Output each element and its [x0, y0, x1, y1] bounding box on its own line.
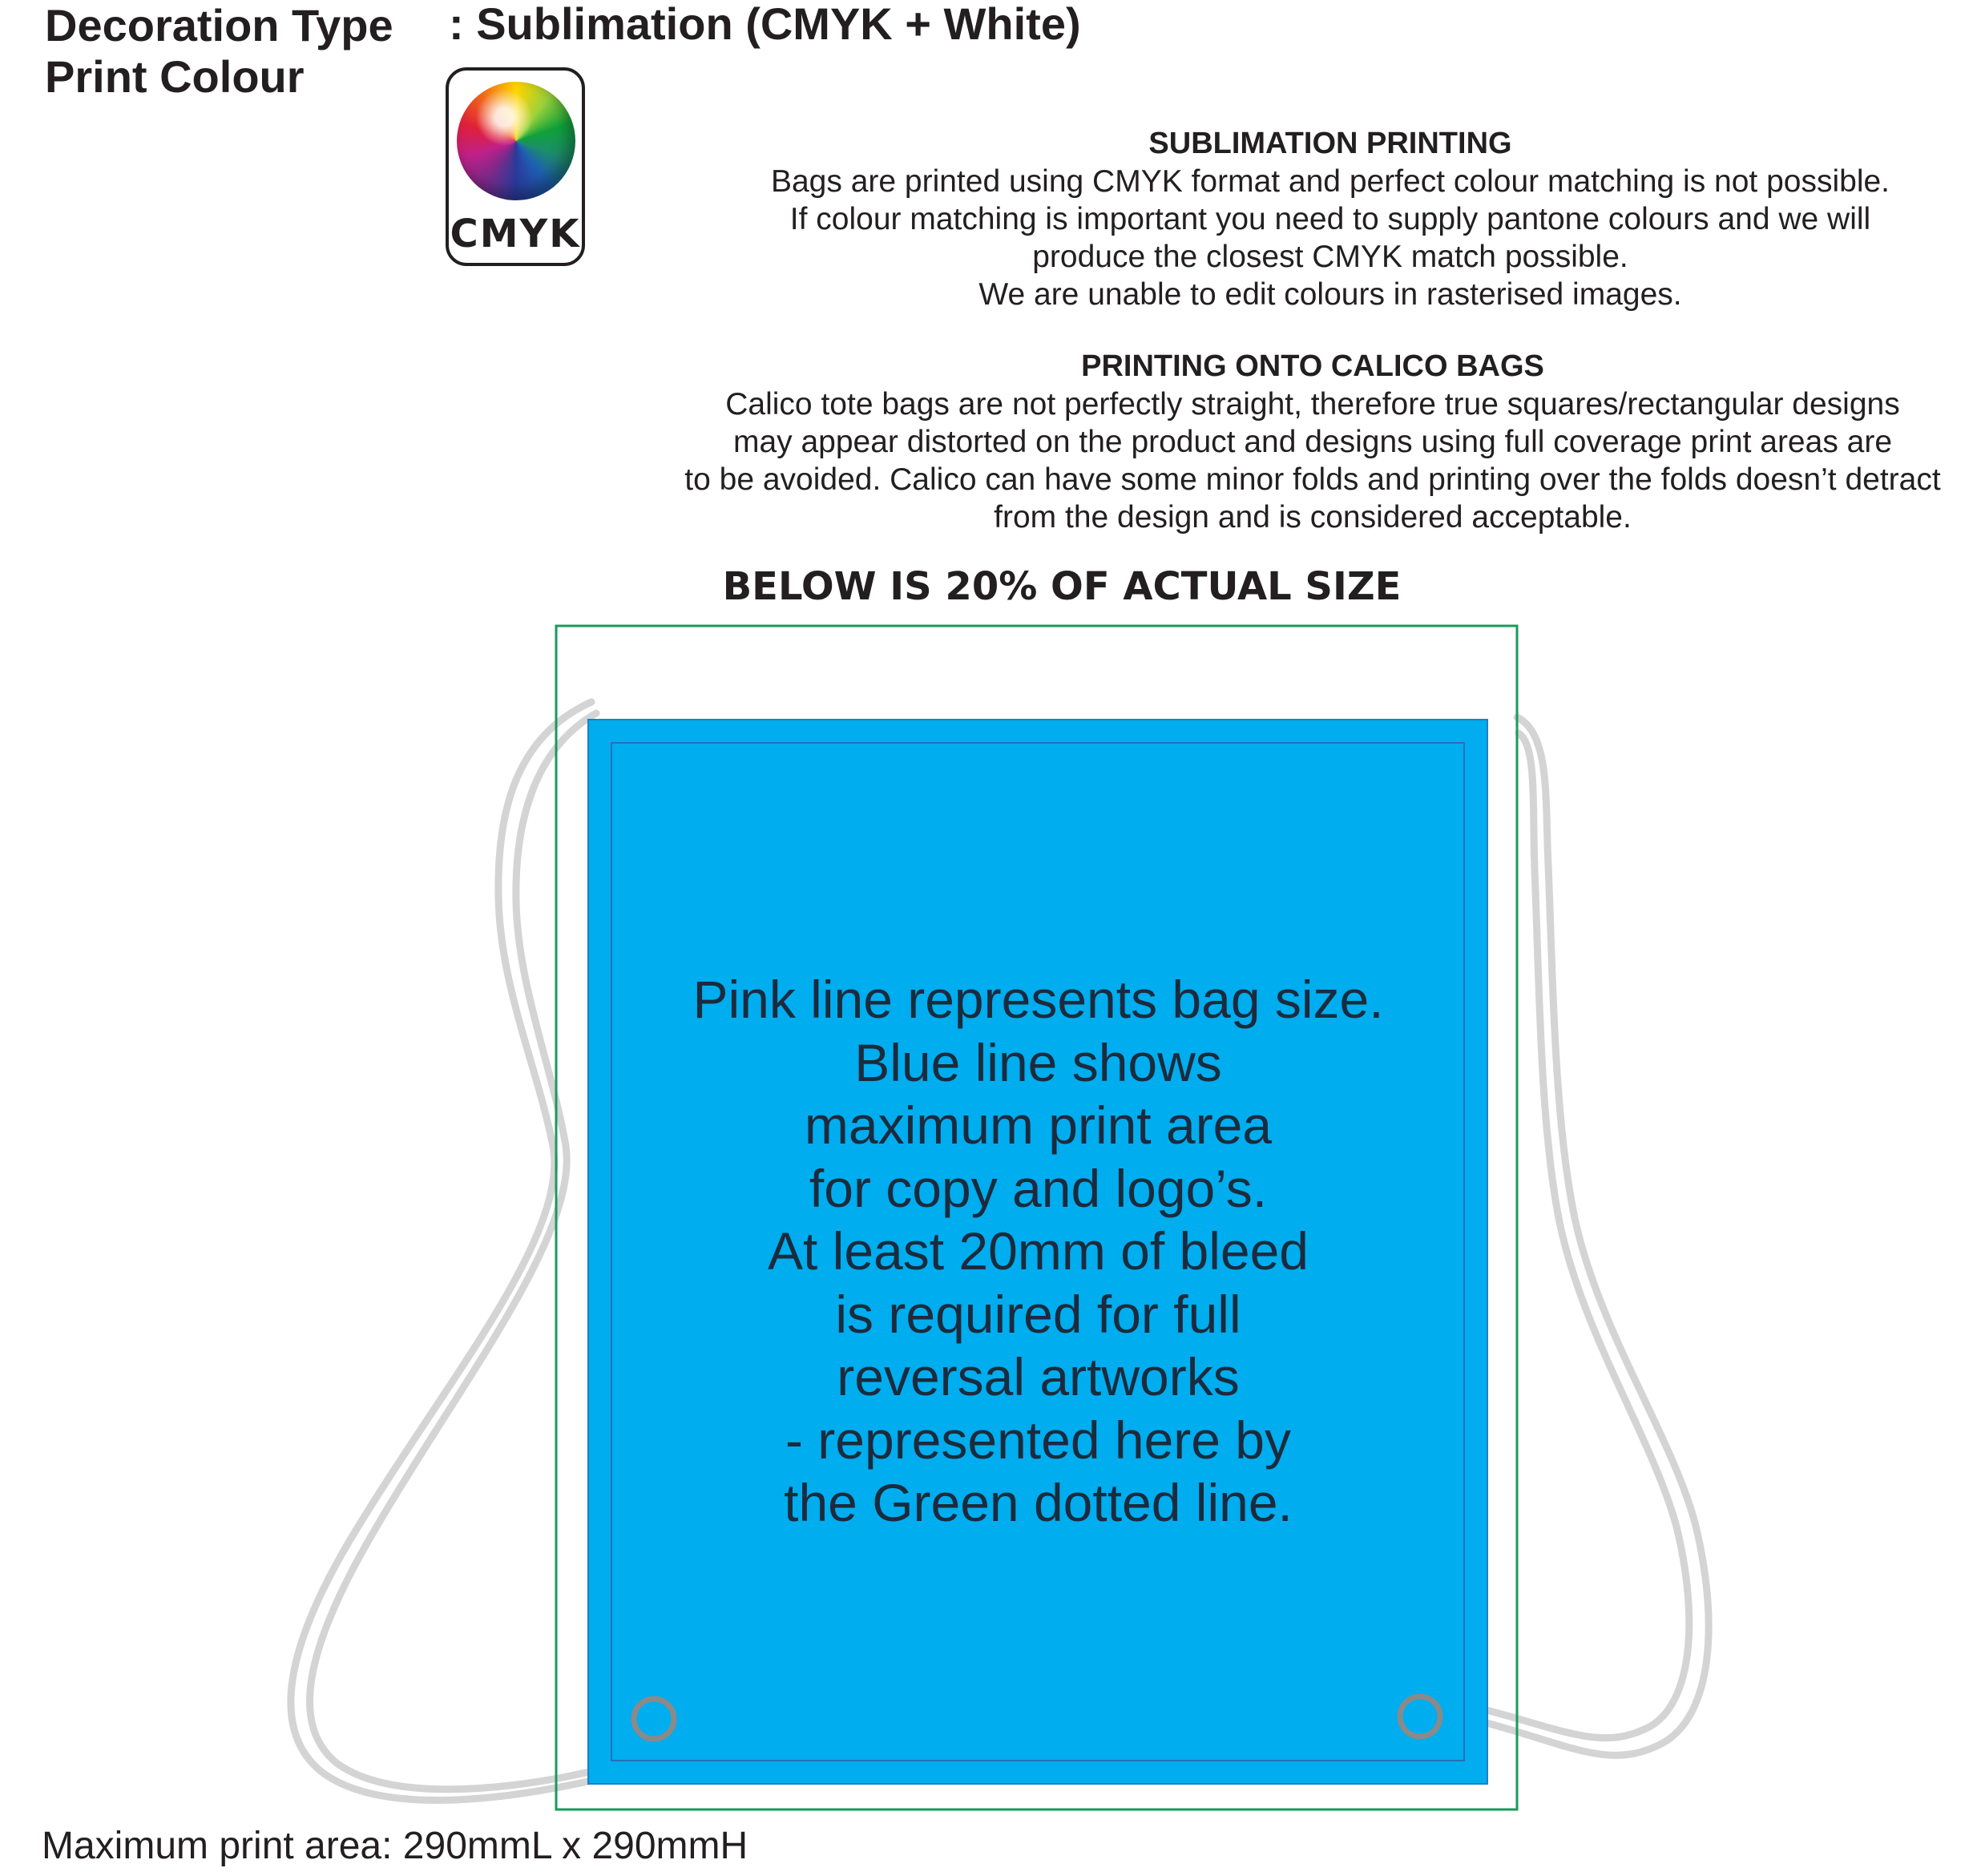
- calico-line: to be avoided. Calico can have some minor folds and printing over the folds doesn’t detract: [684, 462, 1941, 497]
- decoration-type-value: : Sublimation (CMYK + White): [449, 0, 1081, 49]
- right-cord-outer: [1487, 717, 1709, 1755]
- instruction-line: At least 20mm of bleed: [767, 1221, 1309, 1281]
- instruction-line: is required for full: [835, 1284, 1241, 1344]
- calico-line: Calico tote bags are not perfectly straight, therefore true squares/rectangular designs: [725, 387, 1900, 422]
- sublimation-heading: SUBLIMATION PRINTING: [1148, 127, 1512, 160]
- sublimation-line: produce the closest CMYK match possible.: [1032, 240, 1628, 274]
- print-area-instructions: [583, 968, 1493, 1535]
- instruction-line: the Green dotted line.: [784, 1473, 1293, 1532]
- sublimation-line: We are unable to edit colours in rasterised images.: [978, 277, 1682, 312]
- sublimation-line: Bags are printed using CMYK format and perfect colour matching is not possible.: [770, 164, 1890, 199]
- instruction-line: reversal artworks: [837, 1347, 1240, 1406]
- print-colour-label: Print Colour: [45, 51, 305, 102]
- left-cord-inner: [309, 713, 596, 1789]
- left-cord-outer: [291, 702, 591, 1800]
- max-print-area-text: Maximum print area: 290mmL x 290mmH: [42, 1825, 748, 1867]
- calico-line: may appear distorted on the product and designs using full coverage print areas are: [732, 425, 1893, 459]
- calico-heading: PRINTING ONTO CALICO BAGS: [1081, 349, 1544, 383]
- scale-note: BELOW IS 20% OF ACTUAL SIZE: [722, 564, 1402, 609]
- instruction-line: Blue line shows: [854, 1032, 1222, 1092]
- calico-line: from the design and is considered acceptable.: [994, 500, 1632, 535]
- instruction-line: maximum print area: [804, 1095, 1273, 1155]
- sublimation-line: If colour matching is important you need to supply pantone colours and we will: [789, 202, 1871, 236]
- instruction-line: - represented here by: [785, 1410, 1292, 1470]
- instruction-line: for copy and logo’s.: [809, 1158, 1268, 1218]
- cmyk-badge-label: CMYK: [450, 212, 581, 256]
- instruction-line: Pink line represents bag size.: [692, 970, 1384, 1029]
- decoration-type-label: Decoration Type: [45, 0, 393, 50]
